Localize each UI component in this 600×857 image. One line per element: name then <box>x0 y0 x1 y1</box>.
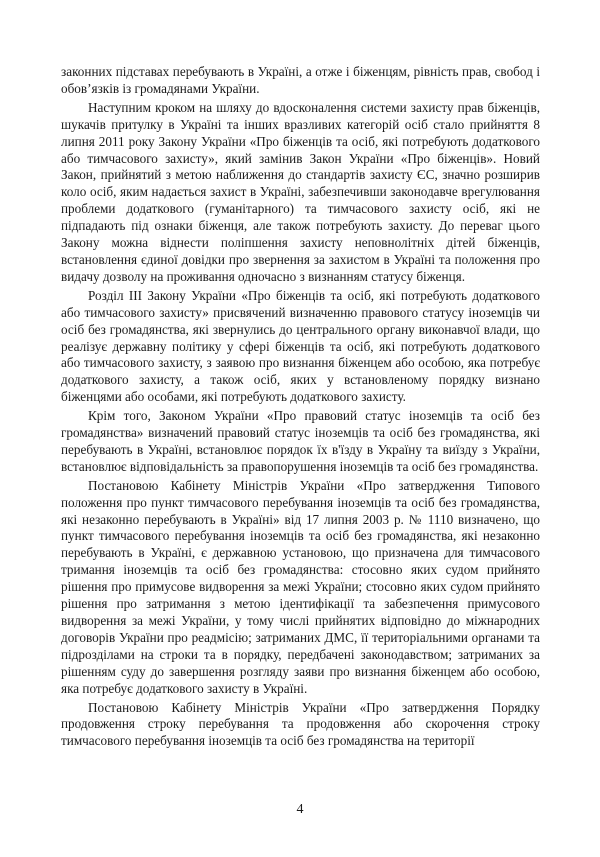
paragraph-1: законних підставах перебувають в Україні, а отже і біженцям, рівність прав, свобод і обов’язків із громадянами України. <box>61 64 540 96</box>
paragraph-2: Наступним кроком на шляху до вдосконалення системи захисту прав біженців, шукачів притулку в Україні та інших вразливих категорій осіб стало прийняття 8 липня 2011 року Закону України «Про біженців та осіб, які потребують додаткового або тимчасового захисту», який замінив Закон України «Про біженців». Новий Закон, прийнятий з метою наближення до стандартів захисту ЄС, значно розширив коло осіб, яким надається захист в Україні, забезпечивши законодавче врегулювання проблеми додаткового (гуманітарного) та тимчасового захисту осіб, які не підпадають під ознаки біженця, але також потребують захисту. До переваг цього Закону можна віднести поліпшення захисту неповнолітніх дітей біженців, встановлення єдиної довідки про звернення за захистом в Україні та положення про видачу дозволу на проживання одночасно з визнанням статусу біженця. <box>61 99 540 284</box>
paragraph-6: Постановою Кабінету Міністрів України «Про затвердження Порядку продовження строку перебування та продовження або скорочення строку тимчасового перебування іноземців та осіб без громадянства на території <box>61 699 540 749</box>
page-number: 4 <box>296 802 304 817</box>
paragraph-3: Розділ ІІІ Закону України «Про біженців та осіб, які потребують додаткового або тимчасового захисту» присвячений визначенню правового статусу іноземців чи осіб без громадянства, які звернулись до центрального органу виконавчої влади, що реалізує державну політику у сфері біженців та осіб, які потребують додаткового або тимчасового захисту, з заявою про визнання біженцем або особою, яка потребує додаткового захисту, а також осіб, яких у встановленому порядку визнано біженцями або особами, які потребують додаткового захисту. <box>61 287 540 405</box>
paragraph-5: Постановою Кабінету Міністрів України «Про затвердження Типового положення про пункт тимчасового перебування іноземців та осіб без громадянства, які незаконно перебувають в Україні» від 17 липня 2003 р. № 1110 визначено, що пункт тимчасового перебування іноземців та осіб без громадянства, які незаконно перебувають в Україні, є державною установою, що призначена для тимчасового тримання іноземців та осіб без громадянства: стосовно яких судом прийнято рішення про примусове видворення за межі України; стосовно яких судом прийнято рішення про затримання з метою ідентифікації та забезпечення примусового видворення за межі України, у тому числі прийнятих відповідно до міжнародних договорів України про реадмісію; затриманих ДМС, її територіальними органами та підрозділами на строки та в порядку, передбачені законодавством; затриманих за рішенням суду до завершення розгляду заяви про визнання біженцем або особою, яка потребує додаткового захисту в Україні. <box>61 477 540 696</box>
paragraph-4: Крім того, Законом України «Про правовий статус іноземців та осіб без громадянства» визначений правовий статус іноземців та осіб без громадянства, які перебувають в Україні, встановлює порядок їх в'їзду в Україну та виїзду з України, встановлює відповідальність за правопорушення іноземців та осіб без громадянства. <box>61 408 540 474</box>
body-text <box>61 64 540 752</box>
